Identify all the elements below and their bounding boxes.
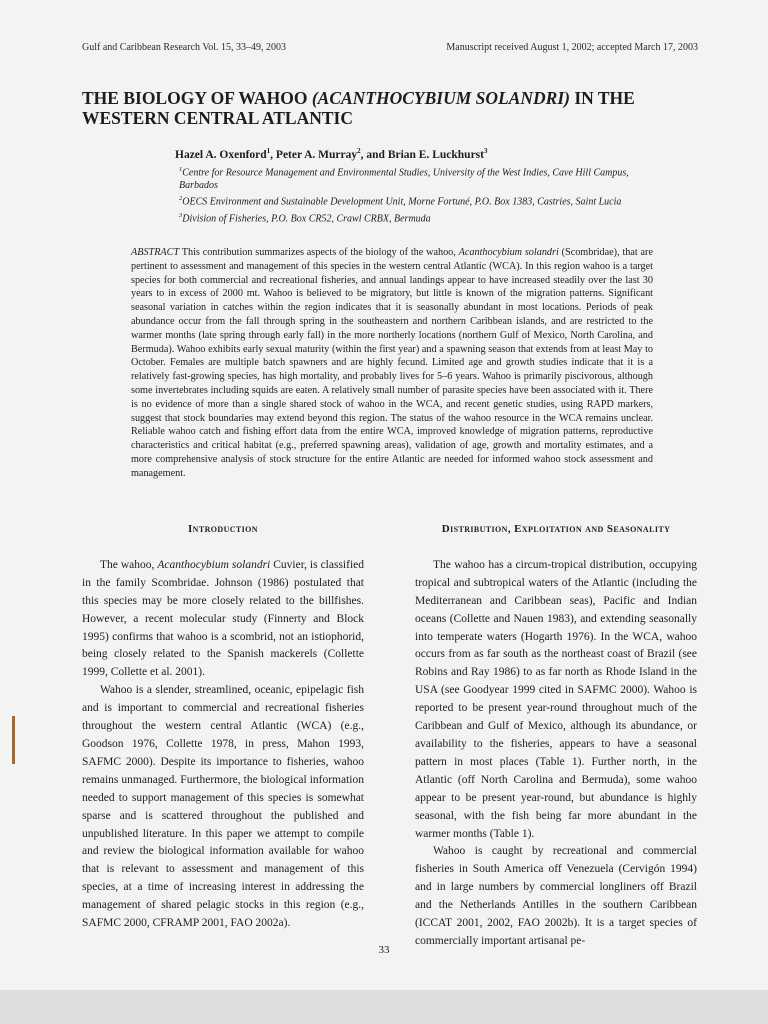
- affiliation: [175, 192, 645, 208]
- affiliation-superscript: 2: [179, 195, 183, 203]
- abstract-species: Acanthocybium solandri: [458, 247, 559, 258]
- abstract: [131, 246, 653, 481]
- left-column: [82, 521, 364, 933]
- margin-stain: [12, 716, 15, 764]
- author-separator: , and: [360, 148, 388, 161]
- body-paragraph: Wahoo is a slender, streamlined, oceanic, epipelagic fish and is important to commercial and recreational fisheries throughout the western central Atlantic (WCA) (e.g., Goodson 1976, Collette 1978, in press, Mahon 1993, SAFMC 2000). Despite its importance to fisheries, wahoo remains unmanaged. Furthermore, the biological information needed to support management of this species is somewhat sparse and is scattered throughout the published and unpublished literature. In this paper we attempt to compile and review the biological information available for wahoo that is relevant to assessment and management of this species, at a time of increasing interest in addressing the management of shared pelagic stocks in this region (e.g., SAFMC 2000, CFRAMP 2001, FAO 2002a).: [82, 684, 364, 930]
- title-species: (ACANTHOCYBIUM SOLANDRI): [311, 88, 570, 108]
- affiliation-list: [175, 163, 645, 225]
- paragraph-text: The wahoo,: [100, 558, 158, 571]
- body-paragraph: [82, 557, 364, 682]
- title-text-end: IN THE WESTERN CENTRAL ATLANTIC: [82, 88, 635, 128]
- author-list: [175, 147, 488, 161]
- article-title: [82, 88, 702, 128]
- title-text: THE BIOLOGY OF WAHOO: [82, 88, 312, 108]
- affiliation: [175, 209, 645, 225]
- author-superscript: 1: [266, 147, 271, 155]
- right-column: [415, 521, 697, 951]
- species-name: Acanthocybium solandri: [157, 558, 271, 571]
- body-paragraph: The wahoo has a circum-tropical distribution, occupying tropical and subtropical waters of the Atlantic (including the Mediterranean and Caribbean seas), Pacific and Indian oceans (Collette and Nauen 1983), and extending seasonally into temperate waters (Hogarth 1976). In the WCA, wahoo occurs from as far south as the northeast coast of Brazil (see Robins and Ray 1986) to as far north as Rhode Island in the USA (see Goodyear 1999 cited in SAFMC 2000). Wahoo is reported to be present year-round throughout much of the Caribbean and Gulf of Mexico, although its abundance, or availability to the fisheries, appears to have a seasonal pattern in most places (Table 1). Further north, in the Atlantic (off North Carolina and Bermuda), some wahoo appear to be present year-round, but abundance is highly seasonal, with the fish being far more abundant in the warmer months (Table 1).: [415, 558, 697, 840]
- affiliation: [175, 163, 645, 192]
- section-heading-introduction: Introduction: [188, 523, 258, 535]
- abstract-label: ABSTRACT: [131, 247, 180, 258]
- author-superscript: 3: [484, 147, 488, 155]
- affiliation-superscript: 3: [179, 211, 183, 219]
- affiliation-text: Division of Fisheries, P.O. Box CR52, Crawl CRBX, Bermuda: [182, 212, 431, 224]
- body-paragraph: Wahoo is caught by recreational and commercial fisheries in South America off Venezuela (Cervigón 1994) and in large numbers by commercial longliners off Brazil and the Netherlands Antilles in the southern Caribbean (ICCAT 2001, 2002, FAO 2002b). It is a target species of commercially important artisanal pe-: [415, 845, 697, 947]
- author: Peter A. Murray: [275, 148, 358, 161]
- author-superscript: 2: [357, 147, 361, 155]
- abstract-text-cont: (Scombridae), that are pertinent to assessment and management of this species in the western central Atlantic (WCA). In this region wahoo is a target species for both commercial and recreational fisheries, and annual landings appear to have increased steadily over the last 30 years to in excess of 2000 mt. Wahoo is believed to be migratory, but little is known of the migration patterns. Significant seasonal variation in catches within the region indicates that it is seasonally abundant in most locations. Periods of peak abundance occur from the fall through spring in the southeastern and northern Caribbean islands, and are restricted to the warmer months (late spring through early fall) in the more northerly locations (northern Gulf of Mexico, North Carolina, and Bermuda). Wahoo exhibits early sexual maturity (within the first year) and a spawning season that extends from at least May to October. Females are multiple batch spawners and are highly fecund. Limited age and growth studies indicate that it is a relatively fast-growing species, has high mortality, and probably lives for 5–6 years. Wahoo is primarily piscivorous, although some invertebrates including squids are eaten. A relatively small number of parasite species have been associated with it. There is no evidence of more than a single shared stock of wahoo in the WCA, and recent genetic studies, using RAPD markers, suggest that stock boundaries may extend beyond this region. The status of the wahoo resource in the WCA remains unclear. Reliable wahoo catch and fishing effort data from the entire WCA, improved knowledge of migration patterns, reproductive characteristics and critical habitat (e.g., preferred spawning areas), validation of age, growth and mortality estimates, and a more comprehensive analysis of stock structure for the entire Atlantic are needed for informed wahoo stock assessment and management.: [131, 247, 653, 479]
- journal-citation: Gulf and Caribbean Research Vol. 15, 33–49, 2003: [82, 42, 287, 53]
- page-number: 33: [378, 944, 390, 956]
- running-head: [82, 42, 698, 53]
- manuscript-dates: Manuscript received August 1, 2002; accepted March 17, 2003: [446, 42, 698, 53]
- affiliation-text: Centre for Resource Management and Environmental Studies, University of the West Indies, Cave Hill Campus, Barbados: [179, 167, 629, 192]
- paragraph-text-cont: Cuvier, is classified in the family Scombridae. Johnson (1986) postulated that this species may be more closely related to the billfishes. However, a recent molecular study (Finnerty and Block 1995) confirms that wahoo is a scombrid, not an istiophorid, being closely related to the Spanish mackerels (Collette 1999, Collette et al. 2001).: [82, 558, 365, 679]
- section-heading-distribution: Distribution, Exploitation and Seasonality: [441, 523, 671, 535]
- author: Hazel A. Oxenford: [175, 148, 267, 161]
- affiliation-superscript: 1: [179, 166, 183, 173]
- author-separator: ,: [270, 148, 276, 161]
- affiliation-text: OECS Environment and Sustainable Development Unit, Morne Fortuné, P.O. Box 1383, Castries, Saint Lucia: [182, 196, 622, 208]
- author: Brian E. Luckhurst: [387, 148, 484, 161]
- abstract-text: This contribution summarizes aspects of the biology of the wahoo,: [179, 247, 459, 258]
